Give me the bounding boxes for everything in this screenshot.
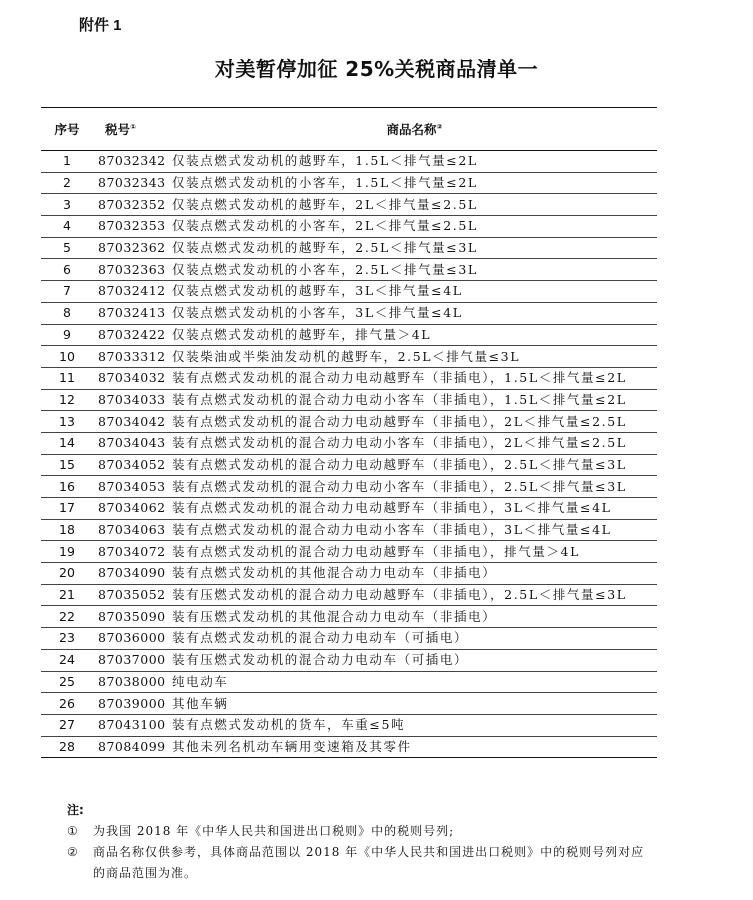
table-row xyxy=(41,476,657,498)
row-tariff-code: 87034043 xyxy=(93,432,172,454)
table-row xyxy=(41,736,657,758)
row-product-name: 装有点燃式发动机的混合动力电动越野车（非插电），2.5L＜排气量≤3L xyxy=(172,454,657,476)
table-row xyxy=(41,454,657,476)
row-tariff-code: 87032412 xyxy=(93,281,172,303)
table-row xyxy=(41,324,657,346)
table-row xyxy=(41,498,657,520)
header-tariff-code-label: 税号 xyxy=(105,122,131,137)
row-product-name: 装有压燃式发动机的混合动力电动车（可插电） xyxy=(172,649,657,671)
row-product-name: 装有点燃式发动机的混合动力电动小客车（非插电），2L＜排气量≤2.5L xyxy=(172,432,657,454)
table-row xyxy=(41,216,657,238)
table-row xyxy=(41,563,657,585)
row-serial-no: 10 xyxy=(41,346,93,368)
row-serial-no: 15 xyxy=(41,454,93,476)
table-row xyxy=(41,584,657,606)
row-tariff-code: 87035090 xyxy=(93,606,172,628)
notes-section xyxy=(67,800,657,884)
page-title: 对美暂停加征 25%关税商品清单一 xyxy=(214,57,539,81)
row-serial-no: 17 xyxy=(41,498,93,520)
row-serial-no: 5 xyxy=(41,237,93,259)
row-product-name: 装有点燃式发动机的混合动力电动越野车（非插电），排气量＞4L xyxy=(172,541,657,563)
note-mark: ① xyxy=(67,824,78,838)
notes-heading: 注: xyxy=(67,803,84,817)
row-serial-no: 12 xyxy=(41,389,93,411)
table-row xyxy=(41,151,657,173)
table-row xyxy=(41,519,657,541)
row-tariff-code: 87032352 xyxy=(93,194,172,216)
row-serial-no: 3 xyxy=(41,194,93,216)
table-row xyxy=(41,671,657,693)
row-tariff-code: 87038000 xyxy=(93,671,172,693)
table-row xyxy=(41,346,657,368)
row-product-name: 纯电动车 xyxy=(172,671,657,693)
row-serial-no: 6 xyxy=(41,259,93,281)
row-product-name: 装有点燃式发动机的混合动力电动车（可插电） xyxy=(172,628,657,650)
table-row xyxy=(41,411,657,433)
row-serial-no: 24 xyxy=(41,649,93,671)
row-tariff-code: 87032363 xyxy=(93,259,172,281)
row-product-name: 仅装点燃式发动机的小客车，1.5L＜排气量≤2L xyxy=(172,172,657,194)
row-serial-no: 2 xyxy=(41,172,93,194)
table-row xyxy=(41,302,657,324)
row-serial-no: 19 xyxy=(41,541,93,563)
table-body xyxy=(41,151,657,758)
table-row xyxy=(41,259,657,281)
row-serial-no: 23 xyxy=(41,628,93,650)
row-serial-no: 26 xyxy=(41,693,93,715)
table-row xyxy=(41,541,657,563)
row-serial-no: 14 xyxy=(41,432,93,454)
table-row xyxy=(41,389,657,411)
row-product-name: 仅装点燃式发动机的越野车，排气量＞4L xyxy=(172,324,657,346)
row-serial-no: 7 xyxy=(41,281,93,303)
row-tariff-code: 87034052 xyxy=(93,454,172,476)
note-mark: ② xyxy=(67,845,78,859)
row-product-name: 装有点燃式发动机的混合动力电动越野车（非插电），2L＜排气量≤2.5L xyxy=(172,411,657,433)
row-tariff-code: 87034033 xyxy=(93,389,172,411)
tariff-list-table xyxy=(41,107,657,758)
row-tariff-code: 87036000 xyxy=(93,628,172,650)
row-tariff-code: 87034090 xyxy=(93,563,172,585)
row-product-name: 仅装点燃式发动机的小客车，2L＜排气量≤2.5L xyxy=(172,216,657,238)
row-product-name: 装有压燃式发动机的其他混合动力电动车（非插电） xyxy=(172,606,657,628)
table-header-row xyxy=(41,108,657,151)
header-product-name-label: 商品名称 xyxy=(386,122,437,137)
row-serial-no: 18 xyxy=(41,519,93,541)
row-tariff-code: 87037000 xyxy=(93,649,172,671)
row-product-name: 装有点燃式发动机的混合动力电动小客车（非插电），1.5L＜排气量≤2L xyxy=(172,389,657,411)
row-product-name: 仅装点燃式发动机的小客车，3L＜排气量≤4L xyxy=(172,302,657,324)
row-product-name: 仅装点燃式发动机的小客车，2.5L＜排气量≤3L xyxy=(172,259,657,281)
table-row xyxy=(41,367,657,389)
table-row xyxy=(41,194,657,216)
row-product-name: 装有点燃式发动机的混合动力电动小客车（非插电），2.5L＜排气量≤3L xyxy=(172,476,657,498)
row-tariff-code: 87032353 xyxy=(93,216,172,238)
row-tariff-code: 87034062 xyxy=(93,498,172,520)
row-serial-no: 20 xyxy=(41,563,93,585)
row-product-name: 仅装点燃式发动机的越野车，2.5L＜排气量≤3L xyxy=(172,237,657,259)
table-row xyxy=(41,237,657,259)
row-product-name: 其他车辆 xyxy=(172,693,657,715)
row-tariff-code: 87034042 xyxy=(93,411,172,433)
row-serial-no: 11 xyxy=(41,367,93,389)
table-row xyxy=(41,281,657,303)
footnote-mark-1: ① xyxy=(130,122,136,131)
row-serial-no: 4 xyxy=(41,216,93,238)
row-product-name: 装有点燃式发动机的货车，车重≤5吨 xyxy=(172,714,657,736)
row-serial-no: 16 xyxy=(41,476,93,498)
table-row xyxy=(41,172,657,194)
footnote-mark-2: ② xyxy=(436,122,443,131)
notes-list xyxy=(67,821,657,884)
row-serial-no: 9 xyxy=(41,324,93,346)
row-product-name: 仅装点燃式发动机的越野车，2L＜排气量≤2.5L xyxy=(172,194,657,216)
row-tariff-code: 87034063 xyxy=(93,519,172,541)
row-tariff-code: 87034053 xyxy=(93,476,172,498)
row-serial-no: 1 xyxy=(41,151,93,173)
row-tariff-code: 87034072 xyxy=(93,541,172,563)
row-serial-no: 8 xyxy=(41,302,93,324)
row-tariff-code: 87032422 xyxy=(93,324,172,346)
row-tariff-code: 87043100 xyxy=(93,714,172,736)
row-product-name: 装有点燃式发动机的其他混合动力电动车（非插电） xyxy=(172,563,657,585)
table-row xyxy=(41,693,657,715)
row-serial-no: 13 xyxy=(41,411,93,433)
note-item xyxy=(67,821,657,842)
row-product-name: 装有点燃式发动机的混合动力电动越野车（非插电），1.5L＜排气量≤2L xyxy=(172,367,657,389)
row-serial-no: 21 xyxy=(41,584,93,606)
row-serial-no: 25 xyxy=(41,671,93,693)
row-tariff-code: 87032413 xyxy=(93,302,172,324)
table-row xyxy=(41,714,657,736)
row-tariff-code: 87033312 xyxy=(93,346,172,368)
row-tariff-code: 87084099 xyxy=(98,738,166,754)
row-tariff-code: 87032343 xyxy=(93,172,172,194)
row-tariff-code: 87039000 xyxy=(93,693,172,715)
table-row xyxy=(41,628,657,650)
row-serial-no: 22 xyxy=(41,606,93,628)
table-row xyxy=(41,606,657,628)
row-product-name: 装有点燃式发动机的混合动力电动越野车（非插电），3L＜排气量≤4L xyxy=(172,498,657,520)
note-item xyxy=(67,842,657,884)
row-serial-no: 27 xyxy=(41,714,93,736)
row-product-name: 仅装点燃式发动机的越野车，3L＜排气量≤4L xyxy=(172,281,657,303)
row-product-name: 仅装柴油或半柴油发动机的越野车，2.5L＜排气量≤3L xyxy=(172,346,657,368)
header-tariff-code xyxy=(93,108,172,151)
row-serial-no: 28 xyxy=(59,738,75,754)
header-serial-no: 序号 xyxy=(41,108,93,151)
row-tariff-code: 87032342 xyxy=(93,151,172,173)
note-text: 为我国 2018 年《中华人民共和国进出口税则》中的税则号列; xyxy=(93,824,455,838)
table-row xyxy=(41,649,657,671)
row-product-name: 仅装点燃式发动机的越野车，1.5L＜排气量≤2L xyxy=(172,151,657,173)
attachment-label: 附件 1 xyxy=(79,17,122,34)
row-product-name: 其他未列名机动车辆用变速箱及其零件 xyxy=(172,738,412,754)
row-product-name: 装有点燃式发动机的混合动力电动小客车（非插电），3L＜排气量≤4L xyxy=(172,519,657,541)
row-tariff-code: 87034032 xyxy=(93,367,172,389)
row-product-name: 装有压燃式发动机的混合动力电动越野车（非插电），2.5L＜排气量≤3L xyxy=(172,584,657,606)
header-product-name xyxy=(172,108,657,151)
row-tariff-code: 87035052 xyxy=(93,584,172,606)
row-tariff-code: 87032362 xyxy=(93,237,172,259)
table-row xyxy=(41,432,657,454)
note-text: 商品名称仅供参考，具体商品范围以 2018 年《中华人民共和国进出口税则》中的税则号列对应的商品范围为准。 xyxy=(93,845,645,880)
